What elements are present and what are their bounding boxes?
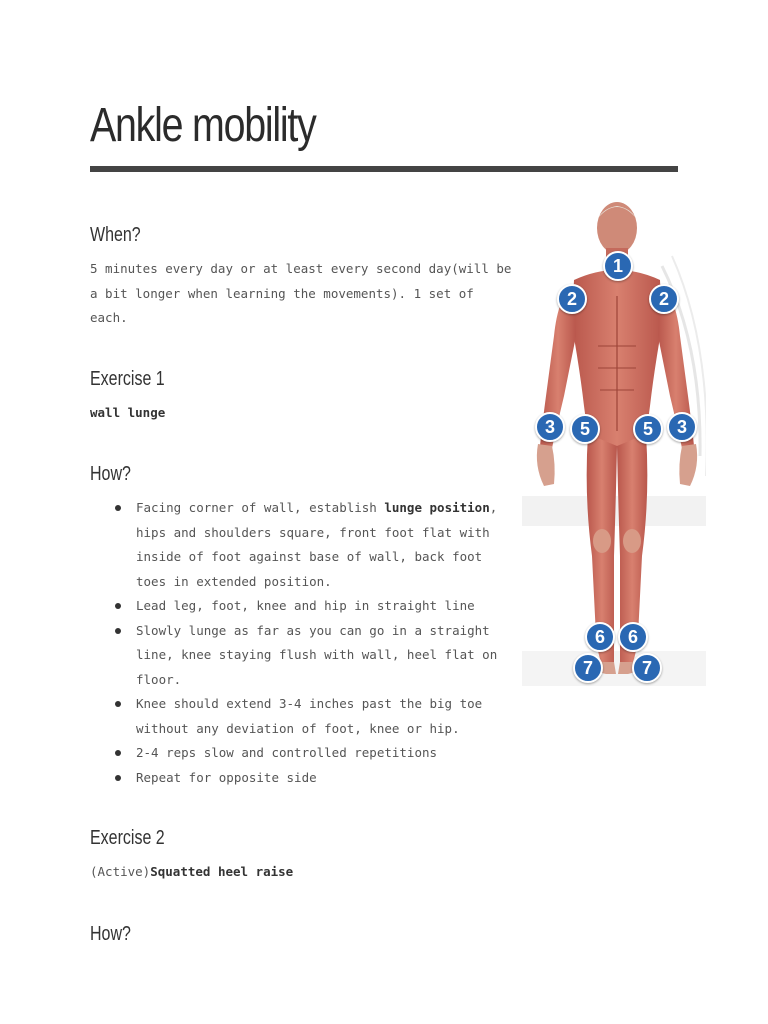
list-item: Knee should extend 3-4 inches past the big toe without any deviation of foot, knee or hip. <box>136 692 516 741</box>
marker-5-right: 5 <box>633 414 663 444</box>
list-item: Lead leg, foot, knee and hip in straight line <box>136 594 516 619</box>
title-divider <box>90 166 678 172</box>
marker-6-right: 6 <box>618 622 648 652</box>
how1-heading: How? <box>90 463 131 485</box>
list-item: Repeat for opposite side <box>136 766 516 791</box>
marker-2-right: 2 <box>649 284 679 314</box>
marker-1: 1 <box>603 251 633 281</box>
anatomy-figure <box>522 196 706 696</box>
list-item: Facing corner of wall, establish lunge position, hips and shoulders square, front foot flat with inside of foot against base of wall, back foot toes in extended position. <box>136 496 516 594</box>
exercise2-heading: Exercise 2 <box>90 827 165 849</box>
exercise1-name-text: wall lunge <box>90 405 166 420</box>
how1-list <box>136 496 516 790</box>
marker-5-left: 5 <box>570 414 600 444</box>
exercise1-name <box>90 405 165 420</box>
when-text: 5 minutes every day or at least every second day(will be a bit longer when learning the movements). 1 set of each. <box>90 261 512 325</box>
page-title: Ankle mobility <box>90 99 316 152</box>
exercise1-heading: Exercise 1 <box>90 368 165 390</box>
marker-2-left: 2 <box>557 284 587 314</box>
when-heading: When? <box>90 224 141 246</box>
marker-6-left: 6 <box>585 622 615 652</box>
marker-7-right: 7 <box>632 653 662 683</box>
marker-7-left: 7 <box>573 653 603 683</box>
list-item: Slowly lunge as far as you can go in a straight line, knee staying flush with wall, heel flat on floor. <box>136 619 516 693</box>
exercise2-name-text: Squatted heel raise <box>150 864 294 879</box>
marker-3-left: 3 <box>535 412 565 442</box>
list-item: 2-4 reps slow and controlled repetitions <box>136 741 516 766</box>
exercise2-prefix: (Active) <box>90 864 151 879</box>
marker-3-right: 3 <box>667 412 697 442</box>
how2-heading: How? <box>90 923 131 945</box>
exercise2-name <box>90 864 293 879</box>
